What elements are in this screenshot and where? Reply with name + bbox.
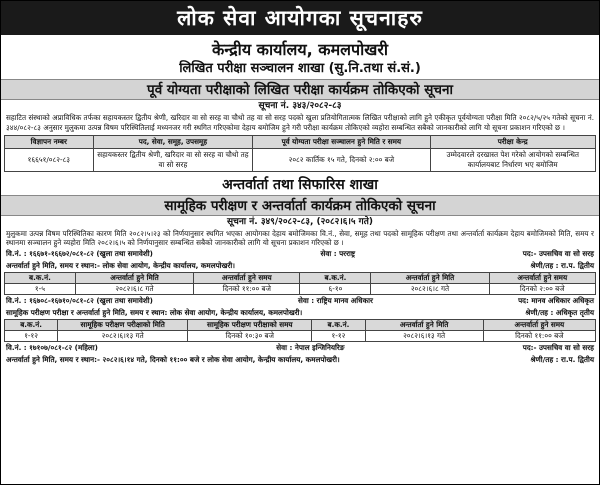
- branch-name: लिखित परीक्षा सञ्चालन शाखा (सु.नि.तथा सं.सं.): [179, 61, 421, 76]
- section2-title: अन्तर्वार्ता तथा सिफारिस शाखा: [222, 176, 378, 193]
- b3-ad: वि.नं. : १७१०७/०८१-८२ (महिला): [6, 343, 98, 353]
- col-post: पद, सेवा, समूह, उपसमूह: [93, 136, 253, 149]
- notice2-banner: सामूहिक परीक्षण र अन्तर्वार्ता कार्यक्रम तोकिएको सूचना: [1, 195, 599, 216]
- b1-venue-line: [4, 260, 596, 272]
- b3-venue-line: [4, 354, 596, 366]
- b1-h0: ब.क.नं.: [5, 273, 76, 284]
- b1-post: पद:- उपसचिव वा सो सरह: [522, 249, 594, 259]
- table-row: [5, 284, 596, 295]
- b1-level: श्रेणी/तह : रा.प. द्वितीय: [530, 261, 594, 271]
- b1-c5: दिनको २:०० बजे: [489, 284, 595, 295]
- col-datetime: पूर्व योग्यता परीक्षा सञ्चालन हुने मिति र समय: [253, 136, 430, 149]
- b2-h3: ब.क.नं.: [312, 320, 365, 331]
- b2-table: [4, 319, 596, 342]
- notice2-paragraph: मुलुकमा उत्पन्न विषम परिस्थितिका कारण मिति २०८२।५।२३ को निर्णयानुसार स्थगित भएका आयोगका देहाय बमोजिमका वि.नं., सेवा, समूह तथा पदको सामूहिक परीक्षण तथा अन्तर्वार्ता कार्यक्रम देहाय बमोजिमको मिति, समय र स्थानमा सञ्चालन हुने व्यहोरा मिति २०८२।६।५ को निर्णयानुसार सम्बन्धित सबैको जानकारीको लागि यो सूचना प्रकाशन गरिएको छ ।: [6, 228, 594, 248]
- col-centre: परीक्षा केन्द्र: [430, 136, 596, 149]
- b2-c2: दिनको १०:३० बजे: [188, 331, 312, 342]
- b2-ad: वि.नं. : १६७०८-१६७१०/०८१-८२ (खुला तथा समावेशी): [6, 296, 153, 306]
- table-row: [5, 331, 596, 342]
- b1-h3: ब.क.नं.: [300, 273, 371, 284]
- b1-h5: अन्तर्वार्ता हुने समय: [489, 273, 595, 284]
- notice2-number: सूचना नं. ३४९/२०८२-८३, (२०८२।६।५ गते): [227, 216, 373, 227]
- b2-c0: १-१२: [5, 331, 58, 342]
- b1-table: [4, 272, 596, 295]
- cell-centre: उम्मेदवारले दरखास्त पेश गरेको आयोगको सम्बन्धित कार्यालयबाट निर्धारण भए बमोजिम: [430, 149, 596, 171]
- b1-venue: अन्तर्वार्ता हुने मिति, समय र स्थान:- लोक सेवा आयोग, केन्द्रीय कार्यालय, कमलपोखरी।: [6, 261, 235, 271]
- b1-service: सेवा : परराष्ट्र: [320, 249, 356, 259]
- b2-h1: सामूहिक परीक्षण परीक्षाको मिति: [58, 320, 188, 331]
- b2-h2: सामूहिक परीक्षण परीक्षाको समय: [188, 320, 312, 331]
- table-row: [5, 149, 596, 171]
- b2-service: सेवा : राष्ट्रिय मानव अधिकार: [298, 296, 373, 306]
- b3-level: श्रेणी/तह : रा.प. द्वितीय: [530, 355, 594, 365]
- b3-post: पद:- उपसचिव वा सो सरह: [522, 343, 594, 353]
- b2-h0: ब.क.नं.: [5, 320, 58, 331]
- notice1-number: सूचना नं. ३४३/२०८२-८३: [258, 101, 342, 111]
- b2-c3: १-१२: [312, 331, 365, 342]
- notice1-paragraph: सहाटित संस्थाको अप्राविधिक तर्फका सहायकस्तर द्वितीय श्रेणी, खरिदार वा सो सरह वा चौथो तह वा सो सरह पदको खुला प्रतियोगितात्मक लिखित परीक्षाको लागि हुने एकीकृत पूर्वयोग्यता परीक्षा मिति २०८२/५/२५ गतेको सूचना नं. ३४४/०८२-८३ अनुसार मुलुकमा उत्पन्न विषम परिस्थितिलाई मध्यनजर गरी स्थगित गरिएकोमा देहाय बमोजिम हुने गरी परीक्षा कार्यक्रम तोकिएको व्यहोरा सम्बन्धित सबैको जानकारीको लागि यो सूचना प्रकाशन गरिएको छ ।: [6, 113, 594, 132]
- b2-level: श्रेणी/तह : अधिकृत तृतीय: [525, 308, 594, 318]
- b1-c0: १-५: [5, 284, 76, 295]
- b1-c2: दिनको ११:०० बजे: [194, 284, 300, 295]
- b2-venue-line: [4, 307, 596, 319]
- b3-service: सेवा : नेपाल इन्जिनियरिङ: [276, 343, 345, 353]
- cell-post: सहायकस्तर द्वितीय श्रेणी, खरिदार वा सो सरह वा चौथो तह वा सो सरह: [93, 149, 253, 171]
- b1-ad: वि.नं. : १६६७१-१६६७२/०८१-८२ (खुला तथा समावेशी): [6, 249, 153, 259]
- b3-info-line: [4, 342, 596, 354]
- b1-c4: २०८२।६।८ गते: [371, 284, 489, 295]
- b2-info-line: [4, 295, 596, 307]
- b1-h2: अन्तर्वार्ता हुने समय: [194, 273, 300, 284]
- col-ad-no: विज्ञापन नम्बर: [5, 136, 94, 149]
- page-title: लोक सेवा आयोगका सूचनाहरु: [1, 1, 599, 35]
- exam-schedule-table: [4, 135, 596, 171]
- b1-info-line: [4, 248, 596, 260]
- b2-h5: अन्तर्वार्ता हुने समय: [483, 320, 595, 331]
- b2-post: पद: मानव अधिकार अधिकृत: [518, 296, 594, 306]
- cell-ad-no: १६६५१/०८२-८३: [5, 149, 94, 171]
- b2-c5: दिनको ११:०० बजे: [483, 331, 595, 342]
- b2-h4: अन्तर्वार्ता हुने मिति: [365, 320, 483, 331]
- b2-c4: २०८२।६।१३ गते: [365, 331, 483, 342]
- b1-h1: अन्तर्वार्ता हुने मिति: [75, 273, 193, 284]
- b1-c1: २०८२।६।८ गते: [75, 284, 193, 295]
- b1-c3: ६-१०: [300, 284, 371, 295]
- b2-c1: २०८२।६।१३ गते: [58, 331, 188, 342]
- b3-venue: अन्तर्वार्ता हुने मिति, समय र स्थान:- २०८२।६।१४ गते, दिनको ११:०० बजे र लोक सेवा आयोग, केन्द्रीय कार्यालय, कमलपोखरी।: [6, 355, 340, 365]
- b1-h4: अन्तर्वार्ता हुने मिति: [371, 273, 489, 284]
- notice1-banner: पूर्व योग्यता परीक्षाको लिखित परीक्षा कार्यक्रम तोकिएको सूचना: [1, 79, 599, 100]
- cell-datetime: २०८२ कार्तिक १५ गते, दिनको २:०० बजे: [253, 149, 430, 171]
- office-name: केन्द्रीय कार्यालय, कमलपोखरी: [211, 40, 389, 59]
- b2-venue: सामूहिक परीक्षण परीक्षा र अन्तर्वार्ता हुने मिति, समय र स्थान: लोक सेवा आयोग, केन्द्रीय कार्यालय, कमलपोखरी।: [6, 308, 303, 318]
